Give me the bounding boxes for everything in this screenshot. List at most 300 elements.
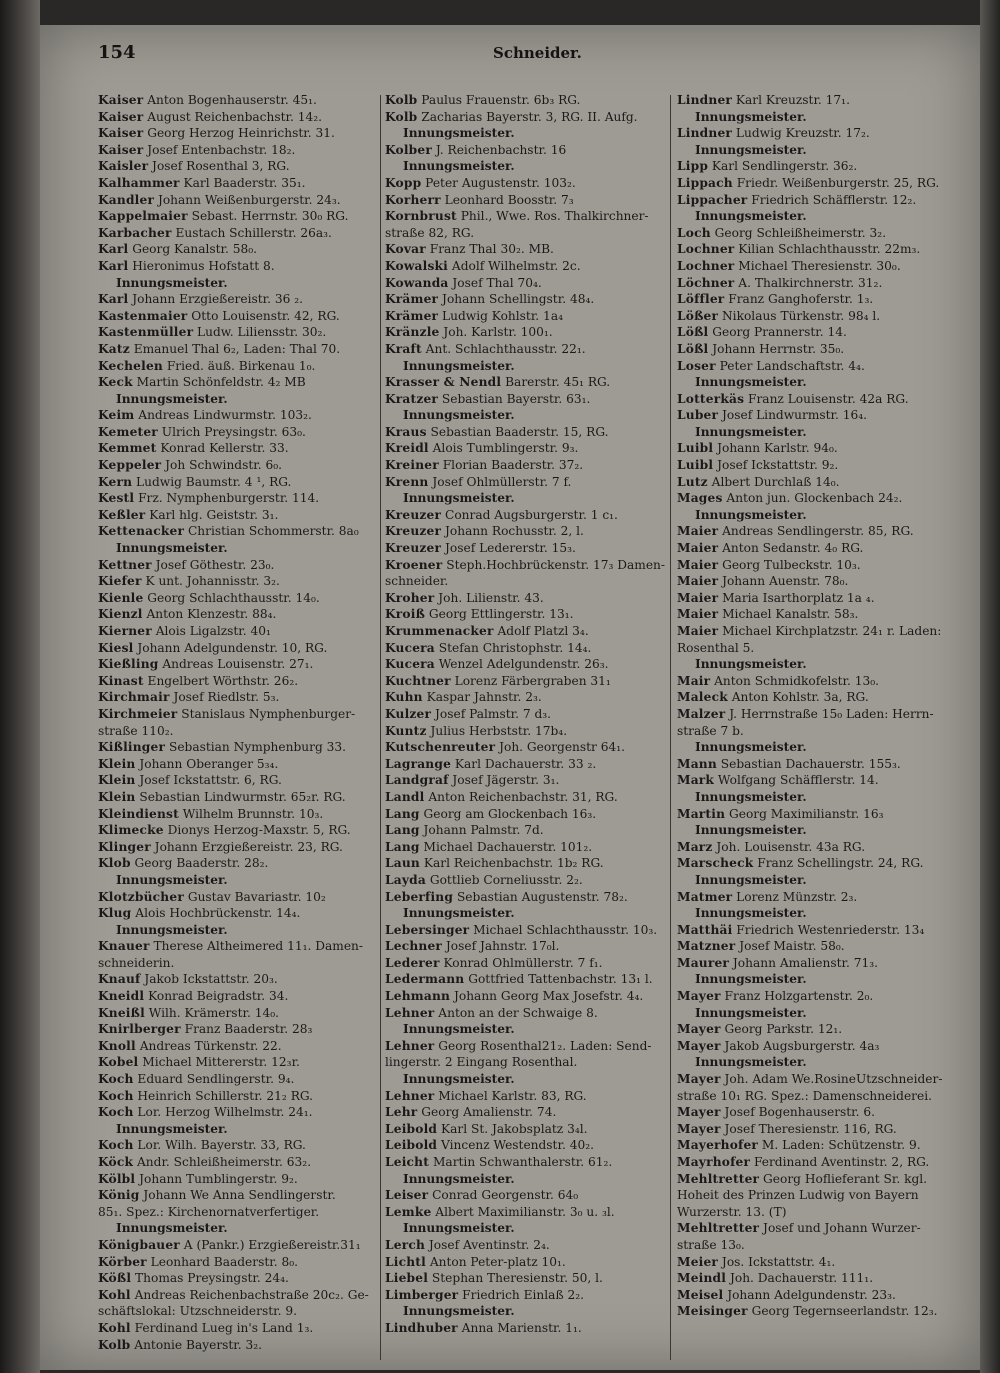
entry-details: Georg Baaderstr. 28₂. [130, 856, 269, 871]
entry-details: Anton Peter-platz 10₁. [425, 1254, 566, 1269]
directory-entry [677, 673, 962, 690]
entry-details: Johann Tumblingerstr. 9₂. [135, 1171, 298, 1186]
entry-surname: Lechner [385, 939, 443, 954]
entry-surname: Maier [677, 607, 719, 622]
entry-surname: Kaisler [98, 159, 149, 174]
directory-entry [385, 275, 667, 292]
directory-entry [385, 1005, 667, 1022]
directory-entry [385, 557, 667, 574]
entry-details: Georg Hoflieferant Sr. kgl. [759, 1171, 928, 1186]
entry-details: M. Laden: Schützenstr. 9. [758, 1138, 921, 1153]
entry-details: Anton an der Schwaige 8. [434, 1005, 598, 1020]
entry-details: Johann Palmstr. 7d. [419, 823, 544, 838]
entry-surname: Knauf [98, 972, 141, 987]
entry-surname: Kinast [98, 673, 144, 688]
entry-details: Ulrich Preysingstr. 63₀. [157, 424, 306, 439]
guild-master-note: Innungsmeister. [695, 872, 807, 887]
entry-surname: Kalhammer [98, 175, 180, 190]
entry-continuation: Hoheit des Prinzen Ludwig von Bayern [677, 1188, 919, 1203]
entry-details: Adolf Platzl 3₄. [493, 624, 589, 638]
entry-details: Stephan Theresienstr. 50, l. [428, 1271, 603, 1286]
entry-surname: Kolb [385, 93, 418, 107]
entry-details: Anton Klenzestr. 88₄. [142, 607, 277, 622]
directory-entry [677, 1287, 962, 1304]
entry-surname: Kettenacker [98, 524, 185, 539]
entry-details: Andr. Schleißheimerstr. 63₂. [133, 1155, 312, 1169]
entry-details: Adolf Wilhelmstr. 2c. [448, 258, 581, 273]
entry-surname: Kiefer [98, 574, 142, 589]
directory-entry [98, 158, 378, 175]
entry-details: Albert Durchlaß 14₀. [707, 474, 840, 489]
entry-surname: Leibold [385, 1121, 438, 1136]
directory-entry [98, 324, 378, 341]
directory-entry [98, 374, 378, 391]
entry-details: Therese Altheimered 11₁. Damen- [149, 939, 363, 954]
entry-details: Michael Schlachthausstr. 10₃. [469, 922, 658, 937]
entry-details: Ludwig Kreuzstr. 17₂. [732, 126, 870, 141]
directory-entry [385, 822, 667, 839]
column-divider [380, 95, 381, 1360]
guild-master-note: Innungsmeister. [116, 391, 228, 406]
directory-entry [385, 1154, 667, 1171]
entry-details: Zacharias Bayerstr. 3, RG. II. Aufg. [417, 109, 638, 124]
entry-details: Joh. Karlstr. 100₁. [439, 325, 553, 340]
directory-entry [677, 308, 962, 325]
directory-entry [677, 358, 962, 375]
entry-surname: Maurer [677, 955, 730, 970]
entry-surname: Kreiner [385, 458, 439, 473]
entry-surname: Lehner [385, 1038, 435, 1053]
guild-master-note: Innungsmeister. [695, 375, 807, 390]
entry-continuation: Rosenthal 5. [677, 640, 755, 655]
entry-surname: Lang [385, 823, 420, 838]
directory-entry [677, 1270, 962, 1287]
entry-surname: Lehmann [385, 989, 451, 1004]
entry-surname: Keßler [98, 507, 146, 522]
directory-entry [98, 855, 378, 872]
entry-surname: Landgraf [385, 773, 449, 788]
entry-details: Michael Kirchplatzstr. 24₁ r. Laden: [718, 624, 942, 638]
entry-surname: Luber [677, 408, 719, 423]
entry-surname: Karl [98, 258, 129, 273]
directory-entry [98, 1071, 378, 1088]
entry-surname: Mayer [677, 989, 721, 1004]
entry-continuation: schneider. [385, 574, 449, 589]
entry-details: Anton jun. Glockenbach 24₂. [722, 491, 903, 506]
entry-details: Georg Schlachthausstr. 14₀. [143, 590, 320, 605]
entry-details: Johann Rochusstr. 2, l. [441, 524, 584, 539]
entry-surname: Maleck [677, 690, 728, 705]
entry-details: Christian Schommerstr. 8a₀ [184, 524, 359, 539]
entry-details: Josef Ickstattstr. 9₂. [713, 458, 839, 473]
entry-details: Karl Sendlingerstr. 36₂. [708, 159, 858, 174]
directory-entry [385, 955, 667, 972]
entry-details: Friedrich Westenriederstr. 13₄ [732, 922, 925, 937]
entry-details: Andreas Reichenbachstraße 20c₂. Ge- [130, 1287, 369, 1302]
guild-master-note: Innungsmeister. [116, 541, 228, 556]
entry-details: Ludw. Liliensstr. 30₂. [193, 325, 327, 340]
entry-details: Frz. Nymphenburgerstr. 114. [134, 491, 320, 506]
entry-surname: Krämer [385, 292, 439, 307]
entry-details: Georg Tulbeckstr. 10₃. [718, 557, 861, 572]
entry-details: Gottfried Tattenbachstr. 13₁ l. [464, 972, 653, 987]
entry-surname: Kreuzer [385, 524, 442, 539]
entry-surname: Kohl [98, 1287, 131, 1302]
entry-details: Michael Mittererstr. 12₃r. [138, 1055, 300, 1070]
directory-entry [385, 474, 667, 491]
directory-entry [385, 291, 667, 308]
entry-continuation: straße 10₁ RG. Spez.: Damenschneiderei. [677, 1088, 932, 1103]
directory-entry [98, 1021, 378, 1038]
entry-details: J. Reichenbachstr. 16 [431, 142, 567, 157]
directory-entry [385, 789, 667, 806]
directory-entry [677, 1154, 962, 1171]
entry-surname: Mehltretter [677, 1221, 760, 1236]
directory-entry [385, 988, 667, 1005]
page-number: 154 [98, 42, 136, 63]
entry-details: Gustav Bavariastr. 10₂ [183, 889, 326, 904]
entry-surname: Kornbrust [385, 209, 457, 224]
entry-surname: Kemmet [98, 441, 157, 456]
directory-entry [385, 1104, 667, 1121]
entry-surname: Leiser [385, 1188, 429, 1203]
entry-details: Anton Schmidkofelstr. 13₀. [710, 673, 880, 688]
guild-master-note: Innungsmeister. [116, 872, 228, 887]
entry-details: Georg Ettlingerstr. 13₁. [425, 607, 574, 622]
entry-surname: Kestl [98, 491, 135, 506]
entry-surname: Lehner [385, 1005, 435, 1020]
directory-entry [677, 474, 962, 491]
entry-surname: Krenn [385, 474, 429, 489]
guild-master-note: Innungsmeister. [116, 922, 228, 937]
entry-surname: Meisel [677, 1287, 724, 1302]
entry-surname: Landl [385, 789, 425, 804]
directory-entry [98, 507, 378, 524]
directory-entry [385, 391, 667, 408]
directory-entry [677, 192, 962, 209]
guild-master-note: Innungsmeister. [695, 1005, 807, 1020]
entry-details: Nikolaus Türkenstr. 98₄ l. [718, 308, 881, 323]
directory-entry [385, 1088, 667, 1105]
entry-details: Albert Maximilianstr. 3₀ u. ₃l. [431, 1204, 615, 1219]
directory-entry [98, 938, 378, 955]
entry-details: Leonhard Boosstr. 7₃ [440, 192, 574, 207]
directory-entry [98, 706, 378, 723]
entry-details: A (Pankr.) Erzgießereistr.31₁ [179, 1237, 361, 1252]
entry-details: Michael Theresienstr. 30₀. [734, 258, 901, 273]
entry-surname: Meier [677, 1254, 719, 1269]
directory-entry [98, 988, 378, 1005]
entry-surname: Matthäi [677, 922, 733, 937]
entry-details: Otto Louisenstr. 42, RG. [187, 308, 340, 323]
entry-surname: Leicht [385, 1155, 430, 1169]
entry-details: Conrad Augsburgerstr. 1 c₁. [441, 507, 618, 522]
entry-details: Joh. Georgenstr 64₁. [495, 740, 626, 755]
entry-details: Georg Tegernseerlandstr. 12₃. [747, 1304, 938, 1319]
entry-details: Johann Schellingstr. 48₄. [438, 292, 595, 307]
entry-details: Georg Parkstr. 12₁. [720, 1022, 843, 1037]
entry-details: Emanuel Thal 6₂, Laden: Thal 70. [129, 341, 341, 356]
directory-entry [385, 689, 667, 706]
directory-entry [677, 922, 962, 939]
entry-surname: Mayer [677, 1022, 721, 1037]
directory-entry [98, 772, 378, 789]
entry-details: Georg Rosenthal21₂. Laden: Send- [434, 1038, 652, 1053]
directory-entry [385, 1270, 667, 1287]
entry-details: Karl hlg. Geiststr. 3₁. [145, 507, 279, 522]
entry-details: Michael Kanalstr. 58₃. [718, 607, 859, 622]
entry-details: Georg am Glockenbach 16₃. [419, 806, 597, 821]
entry-details: Sebastian Lindwurmstr. 65₂r. RG. [135, 789, 346, 804]
entry-surname: Kienle [98, 590, 144, 605]
entry-details: Joh. Louisenstr. 43a RG. [712, 839, 866, 854]
directory-entry [385, 507, 667, 524]
entry-details: Sebastian Dachauerstr. 155₃. [716, 756, 901, 771]
entry-details: Barerstr. 45₁ RG. [501, 375, 611, 390]
directory-entry [677, 889, 962, 906]
entry-details: Alois Ligalzstr. 40₁ [151, 624, 271, 638]
entry-surname: Layda [385, 872, 426, 887]
directory-entry [98, 1237, 378, 1254]
entry-details: Karl Baaderstr. 35₁. [179, 175, 306, 190]
entry-surname: Kuntz [385, 723, 427, 738]
directory-entry [98, 590, 378, 607]
directory-entry [385, 1254, 667, 1271]
directory-entry [385, 324, 667, 341]
guild-master-note: Innungsmeister. [695, 1055, 807, 1070]
entry-details: Engelbert Wörthstr. 26₂. [143, 673, 299, 688]
entry-surname: Lößl [677, 325, 709, 340]
entry-surname: Kaiser [98, 126, 144, 141]
entry-surname: Kneißl [98, 1005, 145, 1020]
directory-entry [677, 258, 962, 275]
entry-surname: Korherr [385, 192, 441, 207]
directory-entry [98, 756, 378, 773]
entry-surname: Laun [385, 856, 420, 871]
directory-entry [385, 739, 667, 756]
entry-details: Andreas Louisenstr. 27₁. [158, 657, 314, 672]
entry-details: K unt. Johannisstr. 3₂. [141, 574, 280, 589]
directory-entry [98, 656, 378, 673]
entry-details: Josef Lindwurmstr. 16₄. [718, 408, 868, 423]
entry-surname: Lindhuber [385, 1320, 458, 1335]
directory-entry [385, 92, 667, 109]
entry-details: Josef Aventinstr. 2₄. [425, 1237, 550, 1252]
entry-surname: Lotterkäs [677, 391, 745, 406]
entry-details: Alois Tumblingerstr. 9₃. [428, 441, 579, 456]
entry-details: Lor. Wilh. Bayerstr. 33, RG. [133, 1138, 306, 1153]
entry-surname: Königbauer [98, 1237, 180, 1252]
entry-details: Georg Prannerstr. 14. [708, 325, 847, 340]
entry-details: Stanislaus Nymphenburger- [177, 706, 356, 721]
directory-entry [677, 988, 962, 1005]
entry-surname: Kemeter [98, 424, 158, 439]
directory-entry [385, 673, 667, 690]
entry-surname: Kölbl [98, 1171, 136, 1186]
directory-entry [98, 258, 378, 275]
directory-entry [98, 523, 378, 540]
guild-master-note: Innungsmeister. [403, 1022, 515, 1037]
directory-entry [385, 1187, 667, 1204]
entry-details: Josef Theresienstr. 116, RG. [720, 1121, 897, 1136]
directory-entry [677, 457, 962, 474]
directory-entry [385, 938, 667, 955]
directory-entry [385, 540, 667, 557]
directory-entry [385, 656, 667, 673]
entry-details: Johann Georg Max Josefstr. 4₄. [450, 989, 644, 1004]
entry-surname: Lochner [677, 258, 735, 273]
guild-master-note: Innungsmeister. [403, 906, 515, 921]
entry-surname: Kießling [98, 657, 159, 672]
entry-continuation: 85₁. Spez.: Kirchenornatverfertiger. [98, 1204, 320, 1219]
directory-entry [385, 640, 667, 657]
entry-details: Paulus Frauenstr. 6b₃ RG. [417, 93, 581, 107]
entry-details: Maria Isarthorplatz 1a ₄. [718, 590, 875, 605]
entry-details: Wenzel Adelgundenstr. 26₃. [434, 657, 609, 672]
entry-surname: Leibold [385, 1138, 438, 1153]
entry-surname: Lebersinger [385, 922, 470, 937]
directory-entry [98, 1171, 378, 1188]
entry-surname: Mehltretter [677, 1171, 760, 1186]
guild-master-note: Innungsmeister. [403, 491, 515, 506]
directory-entry [385, 839, 667, 856]
entry-surname: Kirchmair [98, 690, 170, 705]
guild-master-note: Innungsmeister. [695, 424, 807, 439]
entry-details: Anton Reichenbachstr. 31, RG. [424, 789, 618, 804]
directory-entry [98, 806, 378, 823]
entry-details: Andreas Sendlingerstr. 85, RG. [718, 524, 914, 539]
directory-entry [98, 1320, 378, 1337]
entry-details: Heinrich Schillerstr. 21₂ RG. [133, 1088, 314, 1103]
directory-entry [677, 1137, 962, 1154]
entry-surname: Mayer [677, 1105, 721, 1120]
directory-entry [98, 905, 378, 922]
directory-entry [385, 971, 667, 988]
entry-surname: Lehr [385, 1105, 418, 1120]
directory-entry [677, 540, 962, 557]
entry-surname: Meindl [677, 1271, 727, 1286]
entry-surname: Kaiser [98, 109, 144, 124]
guild-master-note: Innungsmeister. [403, 1304, 515, 1319]
entry-surname: Kobel [98, 1055, 139, 1070]
directory-entry [98, 1254, 378, 1271]
directory-entry [98, 689, 378, 706]
directory-entry [98, 175, 378, 192]
directory-entry [677, 158, 962, 175]
directory-entry [385, 1320, 667, 1337]
entry-details: Antonie Bayerstr. 3₂. [130, 1337, 263, 1352]
entry-surname: Loser [677, 358, 716, 373]
entry-continuation: straße 110₂. [98, 723, 174, 738]
entry-details: Peter Augustenstr. 103₂. [421, 175, 576, 190]
directory-entry [385, 109, 667, 126]
entry-surname: Kopp [385, 175, 422, 190]
entry-details: J. Herrnstraße 15₀ Laden: Herrn- [725, 706, 934, 721]
directory-entry [677, 1038, 962, 1055]
entry-surname: Kolber [385, 142, 432, 157]
directory-entry [98, 1104, 378, 1121]
guild-master-note: Innungsmeister. [695, 740, 807, 755]
entry-surname: Kroher [385, 590, 435, 605]
directory-entry [385, 922, 667, 939]
directory-entry [98, 1187, 378, 1204]
directory-entry [385, 142, 667, 159]
directory-entry [385, 241, 667, 258]
directory-entry [98, 1038, 378, 1055]
entry-details: August Reichenbachstr. 14₂. [143, 109, 322, 124]
directory-entry [385, 723, 667, 740]
entry-surname: Martin [677, 806, 726, 821]
entry-surname: Kulzer [385, 706, 432, 721]
entry-surname: Limberger [385, 1287, 459, 1302]
directory-entry [98, 971, 378, 988]
entry-details: Karl St. Jakobsplatz 3₄l. [437, 1121, 588, 1136]
directory-entry [98, 1137, 378, 1154]
entry-surname: Lerch [385, 1237, 426, 1252]
entry-surname: Koch [98, 1138, 134, 1153]
entry-details: Sebast. Herrnstr. 30₀ RG. [187, 209, 349, 224]
entry-continuation: straße 13₀. [677, 1237, 745, 1252]
entry-surname: Maier [677, 590, 719, 605]
directory-entry [385, 341, 667, 358]
directory-entry [677, 1303, 962, 1320]
entry-details: Franz Baaderstr. 28₃ [180, 1022, 313, 1037]
column-3 [677, 92, 962, 1320]
entry-surname: Kechelen [98, 358, 163, 373]
page-edge [980, 0, 1000, 1373]
entry-details: Sebastian Nymphenburg 33. [165, 740, 347, 755]
directory-entry [98, 490, 378, 507]
directory-entry [385, 756, 667, 773]
entry-surname: Kolb [98, 1337, 131, 1352]
entry-surname: Lehner [385, 1088, 435, 1103]
directory-entry [385, 440, 667, 457]
directory-entry [385, 806, 667, 823]
entry-details: Ferdinand Lueg in's Land 1₃. [130, 1320, 314, 1335]
entry-surname: Klotzbücher [98, 889, 184, 904]
entry-surname: Kößl [98, 1271, 132, 1286]
entry-details: Johann Adelgundenstr. 23₃. [723, 1287, 896, 1302]
entry-surname: Kovar [385, 242, 426, 257]
entry-surname: Kraus [385, 424, 427, 439]
entry-surname: Klimecke [98, 823, 164, 838]
directory-entry [677, 490, 962, 507]
entry-surname: Knoll [98, 1038, 136, 1053]
directory-entry [385, 872, 667, 889]
entry-details: Anton Kohlstr. 3a, RG. [727, 690, 869, 705]
directory-entry [677, 341, 962, 358]
entry-surname: Kleindienst [98, 806, 179, 821]
entry-details: Johann Erzgießereistr. 23, RG. [150, 839, 343, 854]
directory-entry [98, 673, 378, 690]
directory-entry [385, 374, 667, 391]
entry-details: Gottlieb Corneliusstr. 2₂. [425, 872, 583, 887]
entry-details: Eduard Sendlingerstr. 9₄. [133, 1072, 295, 1087]
entry-surname: Kucera [385, 657, 435, 672]
entry-details: Wilh. Krämerstr. 14₀. [144, 1005, 279, 1020]
entry-surname: Mayer [677, 1121, 721, 1136]
directory-entry [98, 474, 378, 491]
directory-entry [98, 142, 378, 159]
guild-master-note: Innungsmeister. [695, 906, 807, 921]
entry-continuation: straße 7 b. [677, 723, 744, 738]
guild-master-note: Innungsmeister. [403, 1171, 515, 1186]
entry-surname: Keppeler [98, 458, 162, 473]
entry-surname: Kaiser [98, 142, 144, 157]
column-1 [98, 92, 378, 1353]
entry-continuation: lingerstr. 2 Eingang Rosenthal. [385, 1055, 578, 1070]
entry-details: Martin Schönfeldstr. 4₂ MB [132, 375, 306, 390]
